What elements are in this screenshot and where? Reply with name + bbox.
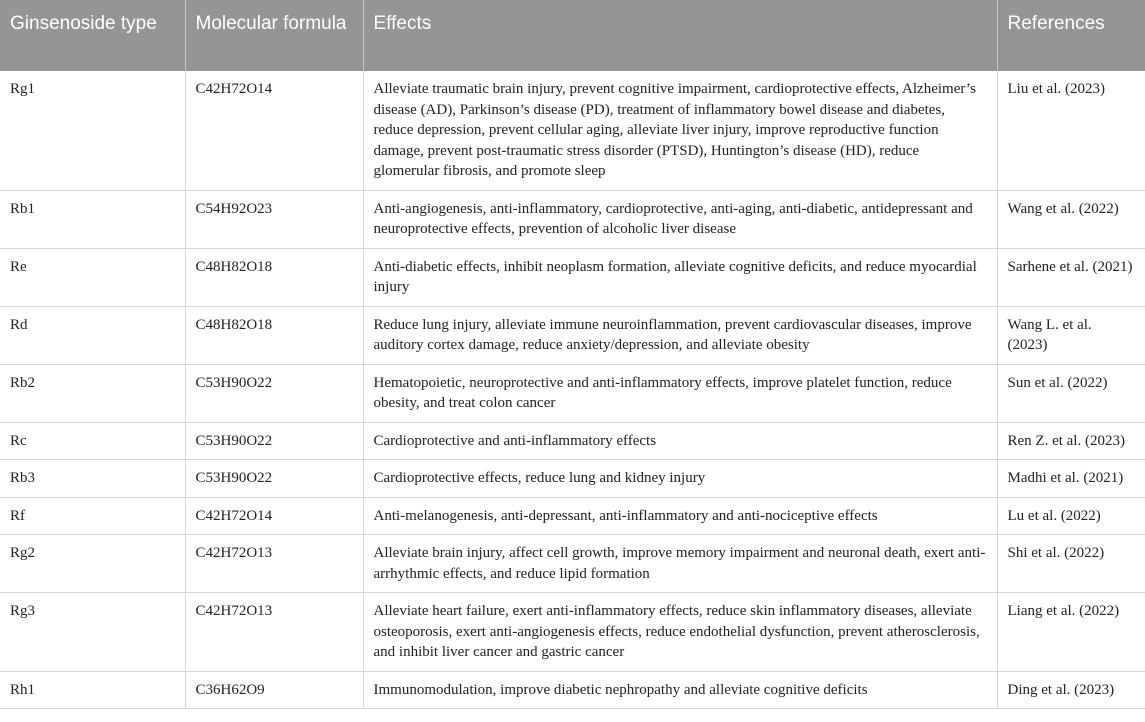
- cell-molecular-formula: C42H72O14: [185, 497, 363, 535]
- cell-reference: Madhi et al. (2021): [997, 460, 1145, 498]
- cell-molecular-formula: C42H72O13: [185, 535, 363, 593]
- cell-effects: Anti-melanogenesis, anti-depressant, anti-inflammatory and anti-nociceptive effects: [363, 497, 997, 535]
- cell-molecular-formula: C48H82O18: [185, 248, 363, 306]
- table-row: [0, 364, 1145, 422]
- cell-molecular-formula: C42H72O13: [185, 593, 363, 672]
- cell-reference: Ren Z. et al. (2023): [997, 422, 1145, 460]
- cell-ginsenoside-type: Rh1: [0, 671, 185, 709]
- cell-effects: Anti-diabetic effects, inhibit neoplasm formation, alleviate cognitive deficits, and reduce myocardial injury: [363, 248, 997, 306]
- cell-reference: Wang et al. (2022): [997, 190, 1145, 248]
- cell-reference: Lu et al. (2022): [997, 497, 1145, 535]
- cell-reference: Sun et al. (2022): [997, 364, 1145, 422]
- cell-effects: Cardioprotective effects, reduce lung and kidney injury: [363, 460, 997, 498]
- cell-ginsenoside-type: Rg2: [0, 535, 185, 593]
- cell-molecular-formula: C48H82O18: [185, 306, 363, 364]
- header-row: [0, 0, 1145, 71]
- table-body: [0, 71, 1145, 709]
- cell-reference: Ding et al. (2023): [997, 671, 1145, 709]
- cell-reference: Wang L. et al. (2023): [997, 306, 1145, 364]
- cell-effects: Anti-angiogenesis, anti-inflammatory, cardioprotective, anti-aging, anti-diabetic, antidepressant and neuroprotective effects, prevention of alcoholic liver disease: [363, 190, 997, 248]
- header-molecular-formula: Molecular formula: [185, 0, 363, 71]
- cell-effects: Alleviate traumatic brain injury, prevent cognitive impairment, cardioprotective effects, Alzheimer’s disease (AD), Parkinson’s disease (PD), treatment of inflammatory bowel disease and diabetes, reduce depression, prevent cellular aging, alleviate liver injury, improve reproductive function damage, prevent post-traumatic stress disorder (PTSD), Huntington’s disease (HD), reduce glomerular fibrosis, and promote sleep: [363, 71, 997, 190]
- cell-effects: Reduce lung injury, alleviate immune neuroinflammation, prevent cardiovascular diseases, improve auditory cortex damage, reduce anxiety/depression, and alleviate obesity: [363, 306, 997, 364]
- cell-reference: Liu et al. (2023): [997, 71, 1145, 190]
- cell-ginsenoside-type: Rd: [0, 306, 185, 364]
- cell-effects: Hematopoietic, neuroprotective and anti-inflammatory effects, improve platelet function, reduce obesity, and treat colon cancer: [363, 364, 997, 422]
- table-row: [0, 671, 1145, 709]
- cell-ginsenoside-type: Re: [0, 248, 185, 306]
- table-row: [0, 535, 1145, 593]
- cell-reference: Shi et al. (2022): [997, 535, 1145, 593]
- cell-effects: Alleviate brain injury, affect cell growth, improve memory impairment and neuronal death, exert anti-arrhythmic effects, and reduce lipid formation: [363, 535, 997, 593]
- cell-ginsenoside-type: Rb1: [0, 190, 185, 248]
- table-row: [0, 190, 1145, 248]
- cell-molecular-formula: C36H62O9: [185, 671, 363, 709]
- table-row: [0, 306, 1145, 364]
- table-row: [0, 422, 1145, 460]
- cell-effects: Cardioprotective and anti-inflammatory effects: [363, 422, 997, 460]
- table-header: [0, 0, 1145, 71]
- cell-molecular-formula: C42H72O14: [185, 71, 363, 190]
- cell-ginsenoside-type: Rb2: [0, 364, 185, 422]
- cell-ginsenoside-type: Rf: [0, 497, 185, 535]
- cell-ginsenoside-type: Rg3: [0, 593, 185, 672]
- cell-molecular-formula: C53H90O22: [185, 422, 363, 460]
- header-references: References: [997, 0, 1145, 71]
- cell-reference: Liang et al. (2022): [997, 593, 1145, 672]
- table-row: [0, 497, 1145, 535]
- cell-ginsenoside-type: Rg1: [0, 71, 185, 190]
- cell-molecular-formula: C53H90O22: [185, 364, 363, 422]
- table-row: [0, 593, 1145, 672]
- table-row: [0, 248, 1145, 306]
- cell-effects: Immunomodulation, improve diabetic nephropathy and alleviate cognitive deficits: [363, 671, 997, 709]
- cell-ginsenoside-type: Rc: [0, 422, 185, 460]
- cell-reference: Sarhene et al. (2021): [997, 248, 1145, 306]
- table-row: [0, 460, 1145, 498]
- header-effects: Effects: [363, 0, 997, 71]
- cell-effects: Alleviate heart failure, exert anti-inflammatory effects, reduce skin inflammatory diseases, alleviate osteoporosis, exert anti-angiogenesis effects, reduce endothelial dysfunction, prevent atherosclerosis, and inhibit liver cancer and gastric cancer: [363, 593, 997, 672]
- cell-ginsenoside-type: Rb3: [0, 460, 185, 498]
- table-row: [0, 71, 1145, 190]
- cell-molecular-formula: C54H92O23: [185, 190, 363, 248]
- cell-molecular-formula: C53H90O22: [185, 460, 363, 498]
- header-ginsenoside-type: Ginsenoside type: [0, 0, 185, 71]
